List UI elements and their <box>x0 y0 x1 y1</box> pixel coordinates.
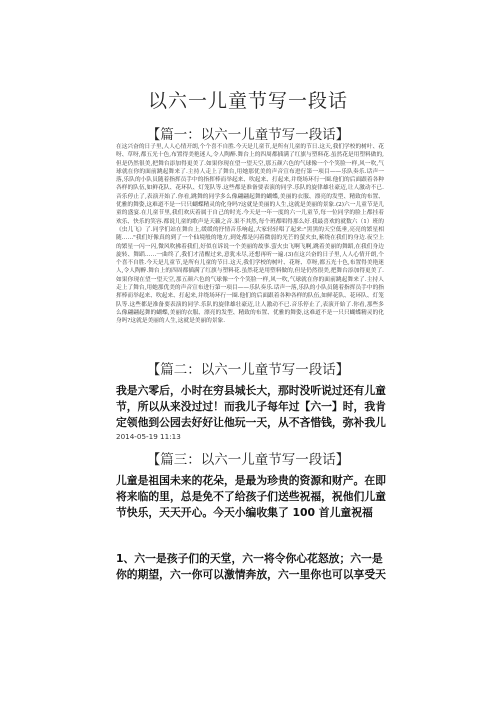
document-title: 以六一儿童节写一段话 <box>147 90 348 112</box>
section-header-2: 【篇二：以六一儿童节写一段话】 <box>146 362 350 378</box>
section-header-1: 【篇一：以六一儿童节写一段话】 <box>146 127 350 143</box>
section-3-body: 儿童是祖国未来的花朵，是最为珍贵的资源和财产。在即将来临的里，总是免不了给孩子们送些祝福，祝他们儿童节快乐，天天开心。今天小编收集了 100 首儿童祝福 <box>116 474 386 519</box>
section-2-body: 我是六零后，小时在穷县城长大，那时没听说过还有儿童节，所以从来没过过！而我儿子每年过【六一】时，我肯定领他到公园去好好让他玩一天，从不吝惜钱，弥补我儿 <box>116 384 386 429</box>
section-3-item-1: 1、六一是孩子们的天堂，六一将令你心花怒放；六一是你的期望，六一你可以激情奔放，六一里你也可以享受天 <box>116 552 386 581</box>
section-1-body: 在这兴奋的日子里,人人心情开朗,个个喜不自胜.今天是儿童节,是所有儿童的节日.这天,我们学校的树叶、花呀、草呀,都五光十色,布置得美艳迷人,令人陶醉.舞台上的四周都插满了红旗与塑料花.虽然花是用塑料做的,但是仍然很美,把舞台添加得更美了.如果你现在望一望天空,那五颜六色的气球像一个个笑脸一样,风一吹,气球就在你的面前跳起舞来了.主持人走上了舞台,用她那优美的声音宣布进行第一项目——乐队奏乐.话声一落,乐队的小队员随着指挥员手中的指挥棒而举起来、吹起来、打起来,并绕场环行一圈.他们的后面跟着各种各样的队伍,如鲜花队、花环队、灯笼队等.这些都是准备要表演的同学.乐队的旋律雄壮豪迈,让人激动不已.音乐停止了,表演开始了.你看,跳舞的同学多么像翩翩起舞的蝴蝶,美丽的衣服、漂亮的发型、精致的布置、优雅的舞姿,这难道不是一只只蝴蝶精灵的化身吗?这就是美丽的人生,这就是美丽的景象.(2)六一儿童节是儿童的盛宴.在儿童节里,我们欢庆着属于自己的时光.今天是一年一度的六一儿童节,每一位同学的脸上都挂着欢乐、快乐的笑容.都说儿童的歌声是天籁之音.果不其然,每个班都唱得那么好.我最喜欢的就数六（1）班的《虫儿飞》了.同学们站在舞台上,缓缓的抒情音乐响起,大家轻轻唱了起来:"黑黑的天空低垂,亮亮的繁星相随……"我们好像真的到了一个仙境般的地方,到处都是闪着微弱的光芒的萤火虫,萦绕在我们的身边.夜空上的繁星一闪一闪,微风吹拂着我们,好似在诉说一个美丽的故事.萤火虫飞啊飞啊,跳着美丽的舞蹈,在我们身边旋转、舞蹈……一曲终了,我们才清醒过来,意犹未尽,还想再听一遍.(3)在这兴奋的日子里,人人心情开朗,个个喜不自胜.今天是儿童节,是所有儿童的节日.这天,我们学校的树叶、花呀、草呀,都五光十色,布置得美艳迷人,令人陶醉.舞台上的四周都插满了红旗与塑料花.虽然花是用塑料做的,但是仍然很美,把舞台添加得更美了.如果你现在望一望天空,那五颜六色的气球像一个个笑脸一样,风一吹,气球就在你的面前跳起舞来了.主持人走上了舞台,用她那优美的声音宣布进行第一项目——乐队奏乐.话声一落,乐队的小队员随着指挥员手中的指挥棒而举起来、吹起来、打起来,并绕场环行一圈.他们的后面跟着各种各样的队伍,如鲜花队、花环队、灯笼队等.这些都是准备要表演的同学.乐队的旋律雄壮豪迈,让人激动不已.音乐停止了,表演开始了.你看,那些多么像翩翩起舞的蝴蝶,美丽的衣服、漂亮的发型、精致的布置、优雅的舞姿,这难道不是一只只蝴蝶精灵的化身吗?这就是美丽的人生,这就是美丽的景象. <box>116 144 384 325</box>
section-header-3: 【篇三：以六一儿童节写一段话】 <box>146 452 350 468</box>
section-2-timestamp: 2014-05-19 11:13 <box>116 432 181 441</box>
